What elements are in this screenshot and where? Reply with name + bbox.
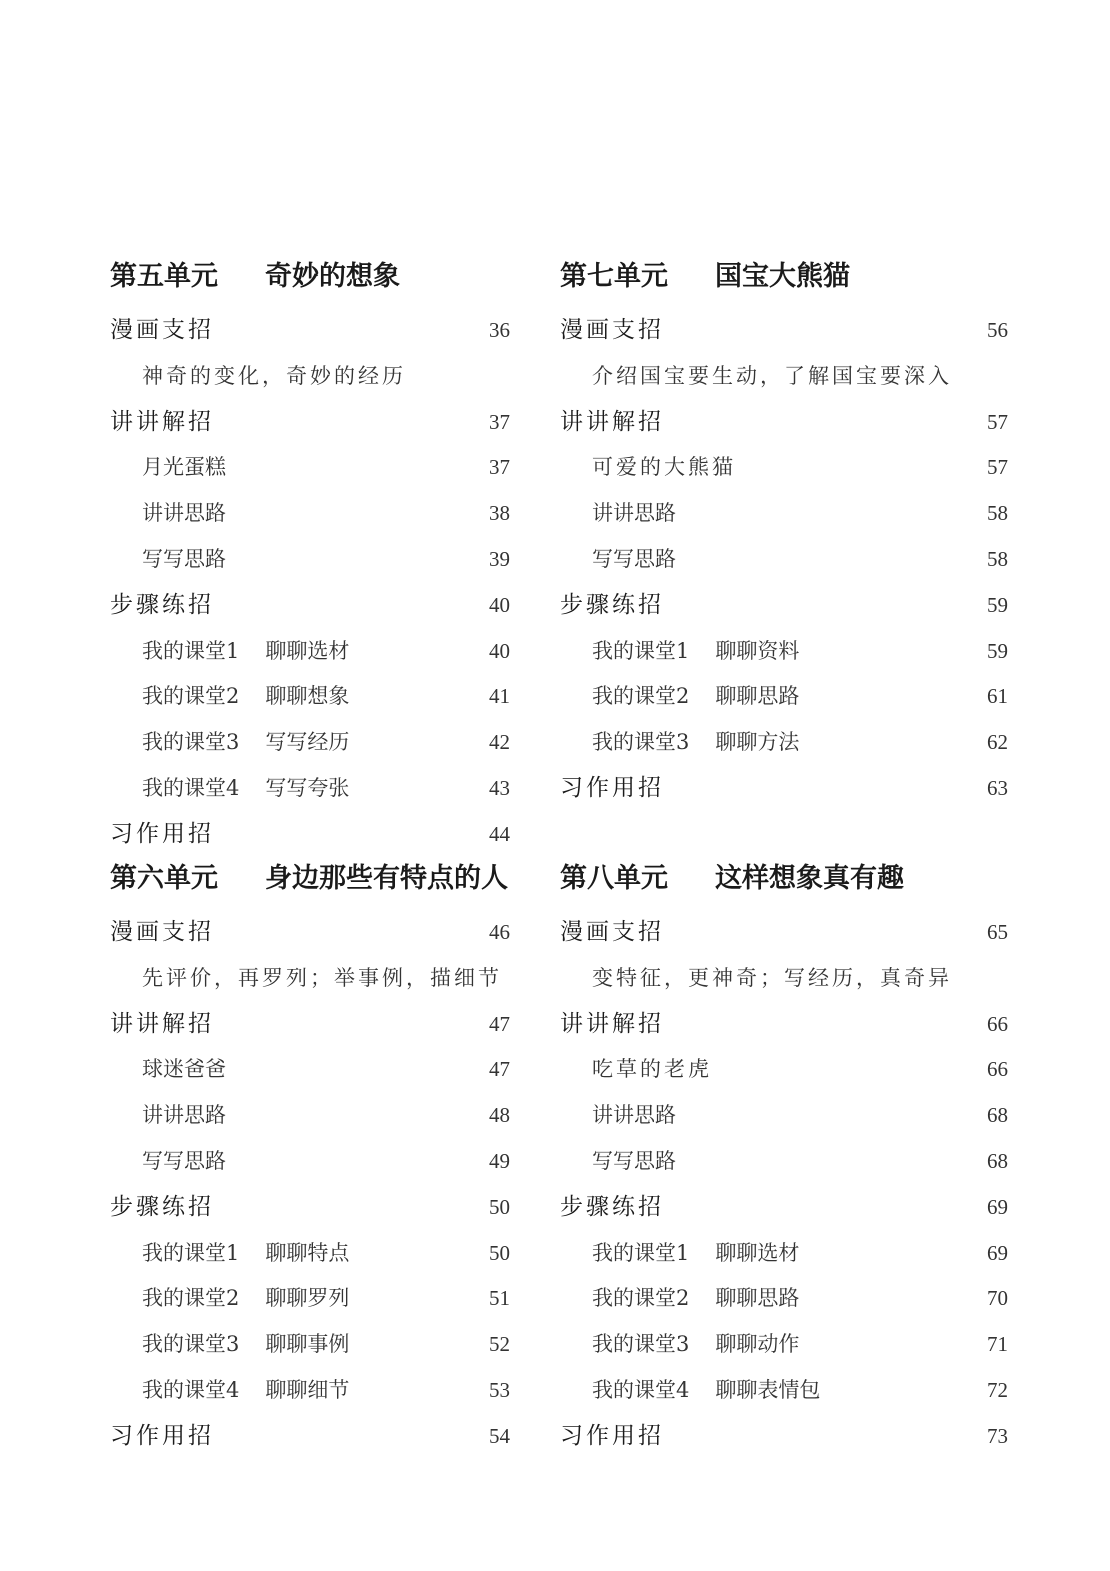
- page-number: 41: [489, 684, 510, 709]
- entry-label: [592, 674, 799, 720]
- lesson-number: 我的课堂1: [592, 1240, 690, 1265]
- lesson-topic: 聊聊选材: [715, 1240, 800, 1265]
- page-number: 66: [987, 1011, 1008, 1036]
- lesson-topic: 聊聊资料: [715, 638, 800, 663]
- entry-label: 可爱的大熊猫: [592, 455, 736, 480]
- lesson-number: 我的课堂2: [142, 684, 240, 709]
- toc-sub-entry[interactable]: [560, 1276, 1008, 1322]
- page-number: 66: [987, 1057, 1008, 1082]
- page-number: 58: [987, 501, 1008, 526]
- entry-label: 漫画支招: [560, 919, 664, 945]
- toc-sub-entry[interactable]: [110, 629, 510, 675]
- page-number: 50: [489, 1194, 510, 1219]
- lesson-number: 我的课堂3: [592, 1332, 690, 1357]
- entry-label: [142, 766, 349, 812]
- page-number: 46: [489, 920, 510, 944]
- lesson-number: 我的课堂1: [592, 638, 690, 663]
- toc-section-entry[interactable]: [560, 1002, 1008, 1048]
- unit-number: 第六单元: [110, 863, 218, 894]
- toc-section-entry[interactable]: [560, 400, 1008, 446]
- entry-label: [592, 1322, 799, 1368]
- lesson-number: 我的课堂2: [592, 1286, 690, 1311]
- page-number: 49: [489, 1148, 510, 1173]
- page-number: 53: [489, 1377, 510, 1402]
- page-number: 44: [489, 821, 510, 846]
- toc-sub-entry[interactable]: [560, 537, 1008, 583]
- entry-label: 讲讲思路: [142, 1103, 226, 1128]
- lesson-topic: 聊聊方法: [715, 730, 800, 755]
- page-number: 56: [987, 318, 1008, 342]
- lesson-topic: 聊聊罗列: [265, 1286, 350, 1311]
- lesson-number: 我的课堂1: [142, 638, 240, 663]
- entry-label: 讲讲思路: [592, 1103, 676, 1128]
- lesson-topic: 聊聊表情包: [715, 1377, 821, 1402]
- entry-label: 漫画支招: [110, 317, 214, 343]
- page-number: 47: [489, 1011, 510, 1036]
- page-number: 57: [987, 455, 1008, 480]
- entry-label: 讲讲思路: [592, 501, 676, 526]
- lesson-number: 我的课堂3: [142, 730, 240, 755]
- unit-number: 第七单元: [560, 261, 668, 292]
- entry-label: 习作用招: [110, 1422, 214, 1449]
- toc-sub-entry[interactable]: [560, 354, 1008, 400]
- toc-sub-entry[interactable]: [110, 674, 510, 720]
- lesson-number: 我的课堂4: [142, 1377, 240, 1402]
- toc-sub-entry[interactable]: [110, 1368, 510, 1414]
- entry-label: 讲讲解招: [560, 1010, 664, 1037]
- entry-label: 介绍国宝要生动，了解国宝要深入: [592, 363, 952, 388]
- toc-sub-entry[interactable]: [110, 1139, 510, 1185]
- page-number: 59: [987, 638, 1008, 663]
- lesson-number: 我的课堂2: [142, 1286, 240, 1311]
- lesson-topic: 聊聊选材: [265, 638, 350, 663]
- entry-label: 讲讲思路: [142, 501, 226, 526]
- entry-label: 讲讲解招: [110, 1010, 214, 1037]
- entry-label: 球迷爸爸: [142, 1057, 226, 1082]
- toc-section-entry[interactable]: [110, 1414, 510, 1460]
- entry-label: [142, 720, 349, 766]
- toc-sub-entry[interactable]: [560, 629, 1008, 675]
- toc-sub-entry[interactable]: [560, 1368, 1008, 1414]
- toc-sub-entry[interactable]: [110, 537, 510, 583]
- lesson-topic: 聊聊想象: [265, 684, 350, 709]
- entry-label: [142, 1276, 349, 1322]
- lesson-number: 我的课堂4: [592, 1377, 690, 1402]
- entry-label: [142, 674, 349, 720]
- page-number: 59: [987, 592, 1008, 617]
- entry-label: 讲讲解招: [560, 408, 664, 435]
- toc-section-entry[interactable]: [560, 308, 1008, 354]
- toc-sub-entry[interactable]: [110, 1322, 510, 1368]
- toc-sub-entry[interactable]: [110, 956, 510, 1002]
- entry-label: [592, 720, 799, 766]
- page-number: 40: [489, 638, 510, 663]
- entry-label: 写写思路: [592, 1148, 676, 1173]
- entry-label: [592, 1276, 799, 1322]
- toc-sub-entry[interactable]: [110, 445, 510, 491]
- page-number: 62: [987, 730, 1008, 755]
- page-number: 54: [489, 1423, 510, 1448]
- page-number: 52: [489, 1332, 510, 1357]
- toc-sub-entry[interactable]: [110, 491, 510, 537]
- page-number: 39: [489, 546, 510, 571]
- toc-section-entry[interactable]: [110, 1185, 510, 1231]
- unit-number: 第八单元: [560, 863, 668, 894]
- unit-7: [560, 248, 1008, 812]
- lesson-topic: 聊聊细节: [265, 1377, 350, 1402]
- entry-label: [142, 1231, 349, 1277]
- page-number: 43: [489, 775, 510, 800]
- page-number: 70: [987, 1286, 1008, 1311]
- page-number: 72: [987, 1377, 1008, 1402]
- lesson-number: 我的课堂3: [592, 730, 690, 755]
- toc-section-entry[interactable]: [560, 1414, 1008, 1460]
- entry-label: [592, 1368, 820, 1414]
- entry-label: 先评价，再罗列；举事例，描细节: [142, 965, 502, 990]
- lesson-number: 我的课堂2: [592, 684, 690, 709]
- toc-sub-entry[interactable]: [560, 445, 1008, 491]
- toc-sub-entry[interactable]: [560, 720, 1008, 766]
- entry-label: 习作用招: [560, 774, 664, 801]
- page-number: 61: [987, 684, 1008, 709]
- entry-label: 步骤练招: [560, 591, 664, 618]
- entry-label: 变特征，更神奇；写经历，真奇异: [592, 965, 952, 990]
- toc-sub-entry[interactable]: [110, 1231, 510, 1277]
- page-number: 68: [987, 1148, 1008, 1173]
- toc-section-entry[interactable]: [560, 1185, 1008, 1231]
- entry-label: 漫画支招: [560, 317, 664, 343]
- toc-sub-entry[interactable]: [560, 491, 1008, 537]
- toc-section-entry[interactable]: [560, 910, 1008, 956]
- toc-sub-entry[interactable]: [560, 1047, 1008, 1093]
- lesson-topic: 聊聊事例: [265, 1332, 350, 1357]
- page-number: 63: [987, 775, 1008, 800]
- toc-sub-entry[interactable]: [560, 674, 1008, 720]
- unit-name: 这样想象真有趣: [715, 863, 904, 894]
- entry-label: 步骤练招: [110, 1193, 214, 1220]
- entry-label: 写写思路: [592, 546, 676, 571]
- entry-label: [592, 1231, 799, 1277]
- toc-section-entry[interactable]: [560, 583, 1008, 629]
- entry-label: [142, 1368, 349, 1414]
- page-number: 42: [489, 730, 510, 755]
- toc-sub-entry[interactable]: [110, 1093, 510, 1139]
- page-number: 71: [987, 1332, 1008, 1357]
- lesson-topic: 聊聊思路: [715, 1286, 800, 1311]
- entry-label: 吃草的老虎: [592, 1057, 712, 1082]
- lesson-number: 我的课堂1: [142, 1240, 240, 1265]
- entry-label: [592, 629, 799, 675]
- page-number: 50: [489, 1240, 510, 1265]
- toc-section-entry[interactable]: [110, 1002, 510, 1048]
- unit-title: [110, 248, 510, 308]
- toc-sub-entry[interactable]: [110, 1047, 510, 1093]
- lesson-topic: 聊聊思路: [715, 684, 800, 709]
- unit-title: [110, 850, 510, 910]
- unit-title: [560, 248, 1008, 308]
- entry-label: 步骤练招: [560, 1193, 664, 1220]
- lesson-topic: 聊聊特点: [265, 1240, 350, 1265]
- page-number: 73: [987, 1423, 1008, 1448]
- page-number: 58: [987, 546, 1008, 571]
- page-number: 38: [489, 501, 510, 526]
- toc-sub-entry[interactable]: [110, 1276, 510, 1322]
- unit-name: 身边那些有特点的人: [265, 863, 508, 894]
- toc-section-entry[interactable]: [110, 400, 510, 446]
- page-number: 37: [489, 455, 510, 480]
- entry-label: 习作用招: [560, 1422, 664, 1449]
- page-number: 36: [489, 318, 510, 342]
- toc-sub-entry[interactable]: [560, 1139, 1008, 1185]
- toc-sub-entry[interactable]: [560, 1322, 1008, 1368]
- toc-sub-entry[interactable]: [560, 1093, 1008, 1139]
- page-number: 40: [489, 592, 510, 617]
- toc-section-entry[interactable]: [110, 583, 510, 629]
- toc-section-entry[interactable]: [110, 308, 510, 354]
- entry-label: 写写思路: [142, 546, 226, 571]
- page-number: 69: [987, 1240, 1008, 1265]
- page-number: 57: [987, 409, 1008, 434]
- lesson-topic: 聊聊动作: [715, 1332, 800, 1357]
- entry-label: 讲讲解招: [110, 408, 214, 435]
- unit-name: 奇妙的想象: [265, 261, 400, 292]
- toc-section-entry[interactable]: [560, 766, 1008, 812]
- toc-sub-entry[interactable]: [560, 956, 1008, 1002]
- unit-8: [560, 850, 1008, 1460]
- unit-name: 国宝大熊猫: [715, 261, 850, 292]
- entry-label: 习作用招: [110, 820, 214, 847]
- unit-5: [110, 248, 510, 858]
- toc-sub-entry[interactable]: [560, 1231, 1008, 1277]
- entry-label: 月光蛋糕: [142, 455, 226, 480]
- lesson-topic: 写写经历: [265, 730, 350, 755]
- unit-6: [110, 850, 510, 1460]
- entry-label: 神奇的变化，奇妙的经历: [142, 363, 406, 388]
- entry-label: 漫画支招: [110, 919, 214, 945]
- lesson-number: 我的课堂3: [142, 1332, 240, 1357]
- toc-sub-entry[interactable]: [110, 354, 510, 400]
- toc-sub-entry[interactable]: [110, 766, 510, 812]
- page-number: 69: [987, 1194, 1008, 1219]
- lesson-topic: 写写夸张: [265, 775, 350, 800]
- toc-sub-entry[interactable]: [110, 720, 510, 766]
- page-number: 51: [489, 1286, 510, 1311]
- lesson-number: 我的课堂4: [142, 775, 240, 800]
- entry-label: [142, 1322, 349, 1368]
- entry-label: 步骤练招: [110, 591, 214, 618]
- entry-label: 写写思路: [142, 1148, 226, 1173]
- page-number: 65: [987, 920, 1008, 944]
- page-number: 47: [489, 1057, 510, 1082]
- unit-title: [560, 850, 1008, 910]
- toc-section-entry[interactable]: [110, 910, 510, 956]
- page-number: 68: [987, 1103, 1008, 1128]
- page-number: 37: [489, 409, 510, 434]
- unit-number: 第五单元: [110, 261, 218, 292]
- page-number: 48: [489, 1103, 510, 1128]
- entry-label: [142, 629, 349, 675]
